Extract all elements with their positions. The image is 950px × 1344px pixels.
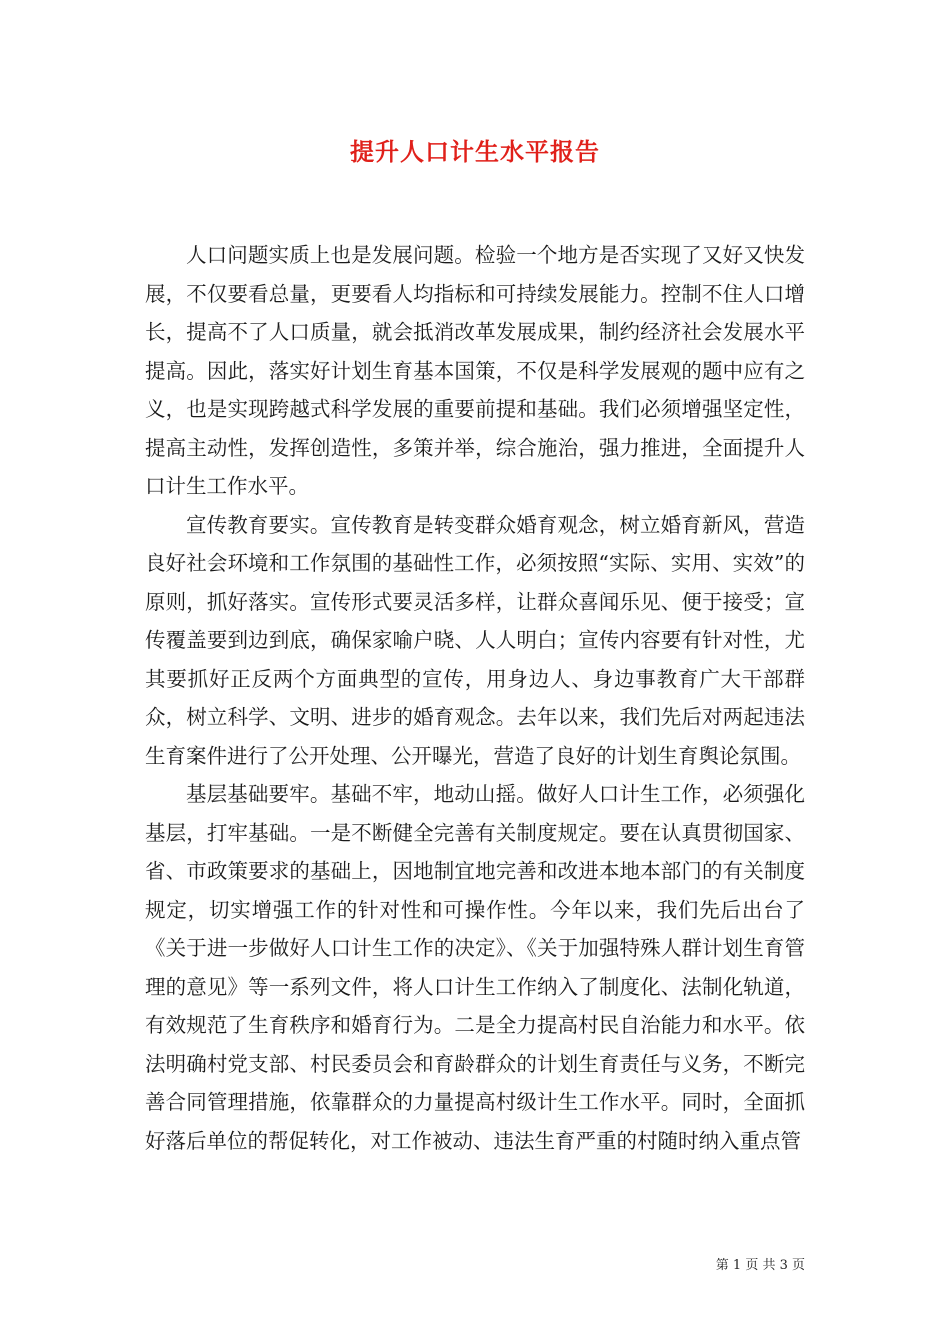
paragraph-intro: 人口问题实质上也是发展问题。检验一个地方是否实现了又好又快发展，不仅要看总量，更要看人均指标和可持续发展能力。控制不住人口增长，提高不了人口质量，就会抵消改革发展成果，制约经济社会发展水平提高。因此，落实好计划生育基本国策，不仅是科学发展观的题中应有之义，也是实现跨越式科学发展的重要前提和基础。我们必须增强坚定性，提高主动性，发挥创造性，多策并举，综合施治，强力推进，全面提升人口计生工作水平。 xyxy=(145,243,805,498)
document-body xyxy=(145,236,805,1160)
document-title: 提升人口计生水平报告 xyxy=(350,138,600,166)
paragraph-publicity: 宣传教育要实。宣传教育是转变群众婚育观念，树立婚育新风，营造良好社会环境和工作氛围的基础性工作，必须按照“实际、实用、实效”的原则，抓好落实。宣传形式要灵活多样，让群众喜闻乐见、便于接受；宣传覆盖要到边到底，确保家喻户晓、人人明白；宣传内容要有针对性，尤其要抓好正反两个方面典型的宣传，用身边人、身边事教育广大干部群众，树立科学、文明、进步的婚育观念。去年以来，我们先后对两起违法生育案件进行了公开处理、公开曝光，营造了良好的计划生育舆论氛围。 xyxy=(145,512,805,768)
page-number-footer: 第 1 页 共 3 页 xyxy=(715,1258,805,1273)
paragraph-grassroots: 基层基础要牢。基础不牢，地动山摇。做好人口计生工作，必须强化基层，打牢基础。一是不断健全完善有关制度规定。要在认真贯彻国家、省、市政策要求的基础上，因地制宜地完善和改进本地本部门的有关制度规定，切实增强工作的针对性和可操作性。今年以来，我们先后出台了《关于进一步做好人口计生工作的决定》、《关于加强特殊人群计划生育管理的意见》等一系列文件，将人口计生工作纳入了制度化、法制化轨道，有效规范了生育秩序和婚育行为。二是全力提高村民自治能力和水平。依法明确村党支部、村民委员会和育龄群众的计划生育责任与义务，不断完善合同管理措施，依靠群众的力量提高村级计生工作水平。同时，全面抓好落后单位的帮促转化，对工作被动、违法生育严重的村随时纳入重点管 xyxy=(145,782,805,1153)
